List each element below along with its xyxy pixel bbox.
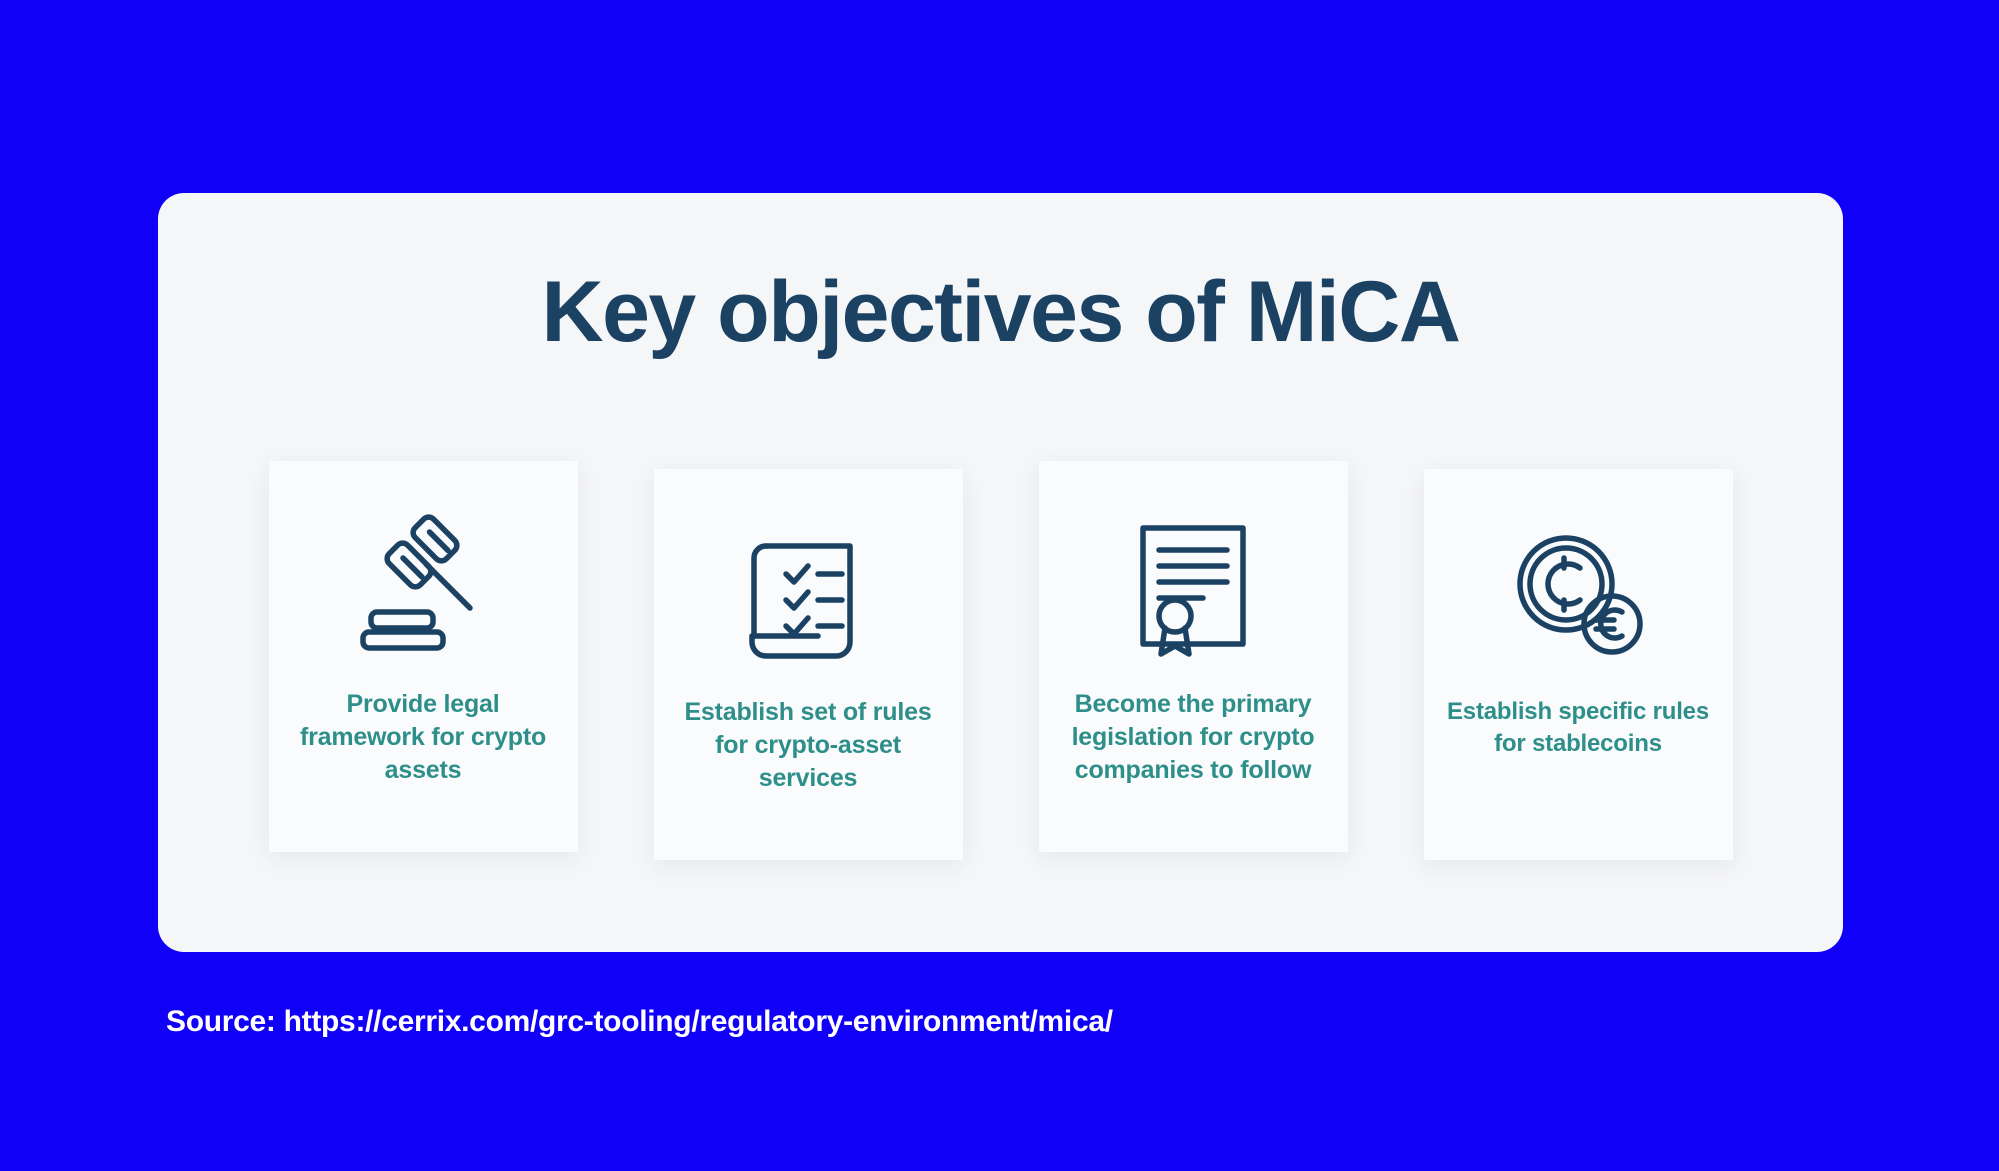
- infographic-card: [158, 193, 1843, 952]
- objective-card-2[interactable]: [654, 469, 963, 860]
- objective-label-4: Establish specific rules for stablecoins: [1447, 698, 1709, 757]
- source-text: Source: https://cerrix.com/grc-tooling/regulatory-environment/mica/: [166, 1005, 1113, 1038]
- objective-label-3: Become the primary legislation for crypto companies to follow: [1071, 690, 1315, 784]
- objective-card-4[interactable]: [1424, 469, 1733, 860]
- objectives-row: [158, 461, 1843, 860]
- objective-label-2: Establish set of rules for crypto-asset services: [684, 698, 932, 792]
- page-title: Key objectives of MiCA: [541, 264, 1460, 360]
- objective-card-3[interactable]: [1039, 461, 1348, 852]
- rules-checklist-scroll-icon: [723, 513, 893, 678]
- gavel-icon: [338, 505, 508, 670]
- coins-crypto-euro-icon: [1493, 513, 1663, 678]
- objective-label-1: Provide legal framework for crypto assets: [299, 690, 547, 784]
- objective-card-1[interactable]: [269, 461, 578, 852]
- certificate-icon: [1108, 505, 1278, 670]
